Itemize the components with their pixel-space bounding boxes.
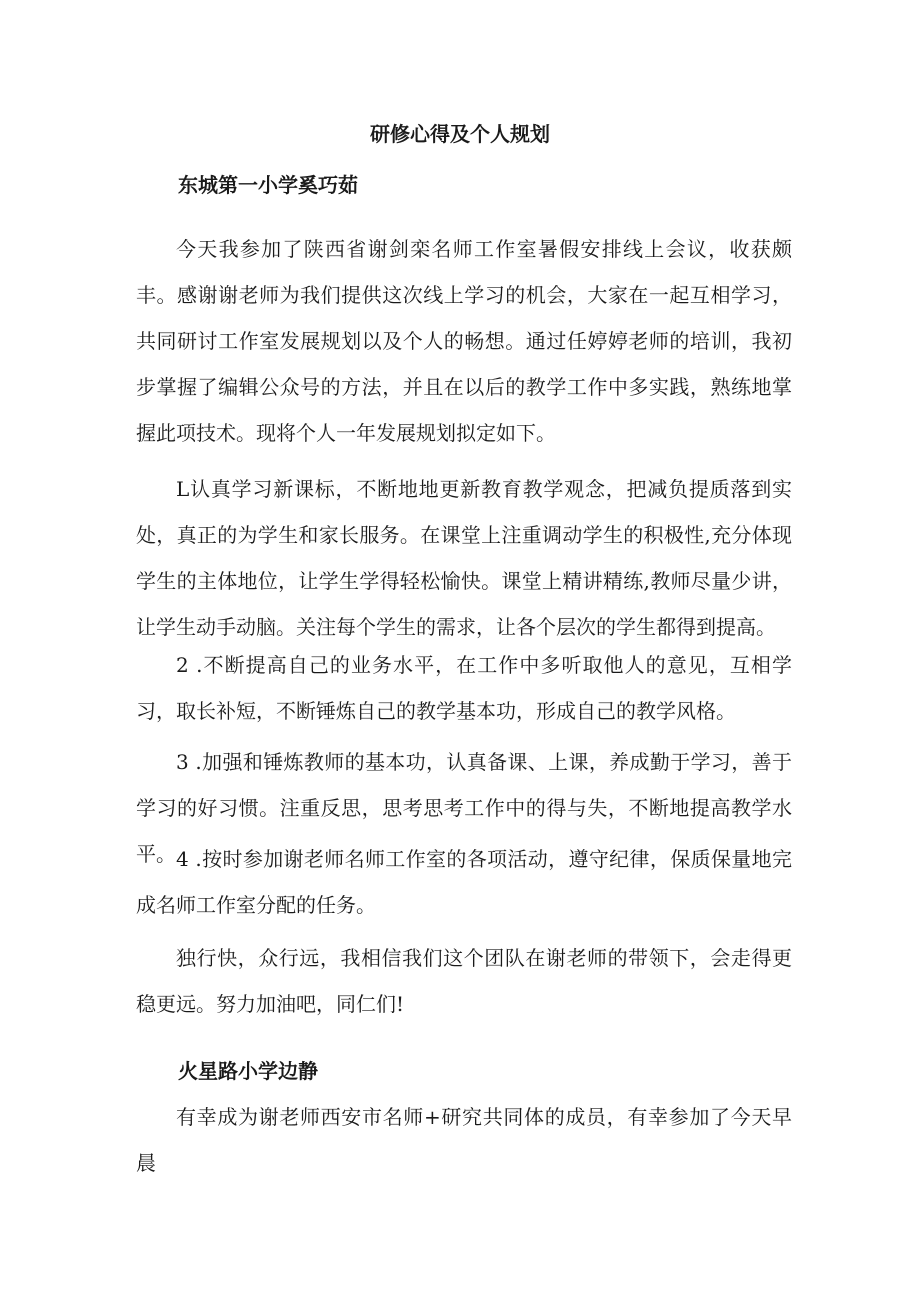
author-heading-1: 东城第一小学奚巧茹: [178, 173, 358, 197]
paragraph-closing: 独行快，众行远，我相信我们这个团队在谢老师的带领下，会走得更稳更远。努力加油吧，同仁们!: [136, 946, 792, 1016]
author-heading-2: 火星路小学边静: [178, 1059, 318, 1083]
paragraph-plan-4: 4 .按时参加谢老师名师工作室的各项活动，遵守纪律，保质保量地完成名师工作室分配的任务。: [136, 847, 792, 917]
paragraph-intro: 今天我参加了陕西省谢剑栾名师工作室暑假安排线上会议，收获颇丰。感谢谢老师为我们提供这次线上学习的机会，大家在一起互相学习，共同研讨工作室发展规划以及个人的畅想。通过任婷婷老师的培训，我初步掌握了编辑公众号的方法，并且在以后的教学工作中多实践，熟练地掌握此项技术。现将个人一年发展规划拟定如下。: [136, 237, 792, 445]
paragraph-plan-3: 3 .加强和锤炼教师的基本功，认真备课、上课，养成勤于学习，善于学习的好习惯。注重反思，思考思考工作中的得与失，不断地提高教学水平。: [136, 750, 792, 866]
paragraph-plan-1: L认真学习新课标，不断地地更新教育教学观念，把减负提质落到实处，真正的为学生和家长服务。在课堂上注重调动学生的积极性,充分体现学生的主体地位，让学生学得轻松愉快。课堂上精讲精练,教师尽量少讲，让学生动手动脑。关注每个学生的需求，让各个层次的学生都得到提高。: [136, 477, 792, 639]
document-title: 研修心得及个人规划: [370, 122, 550, 146]
paragraph-section2-intro: 有幸成为谢老师西安市名师+研究共同体的成员，有幸参加了今天早晨: [136, 1105, 792, 1175]
paragraph-plan-2: 2 .不断提高自己的业务水平，在工作中多听取他人的意见，互相学习，取长补短，不断锤炼自己的教学基本功，形成自己的教学风格。: [136, 653, 792, 723]
